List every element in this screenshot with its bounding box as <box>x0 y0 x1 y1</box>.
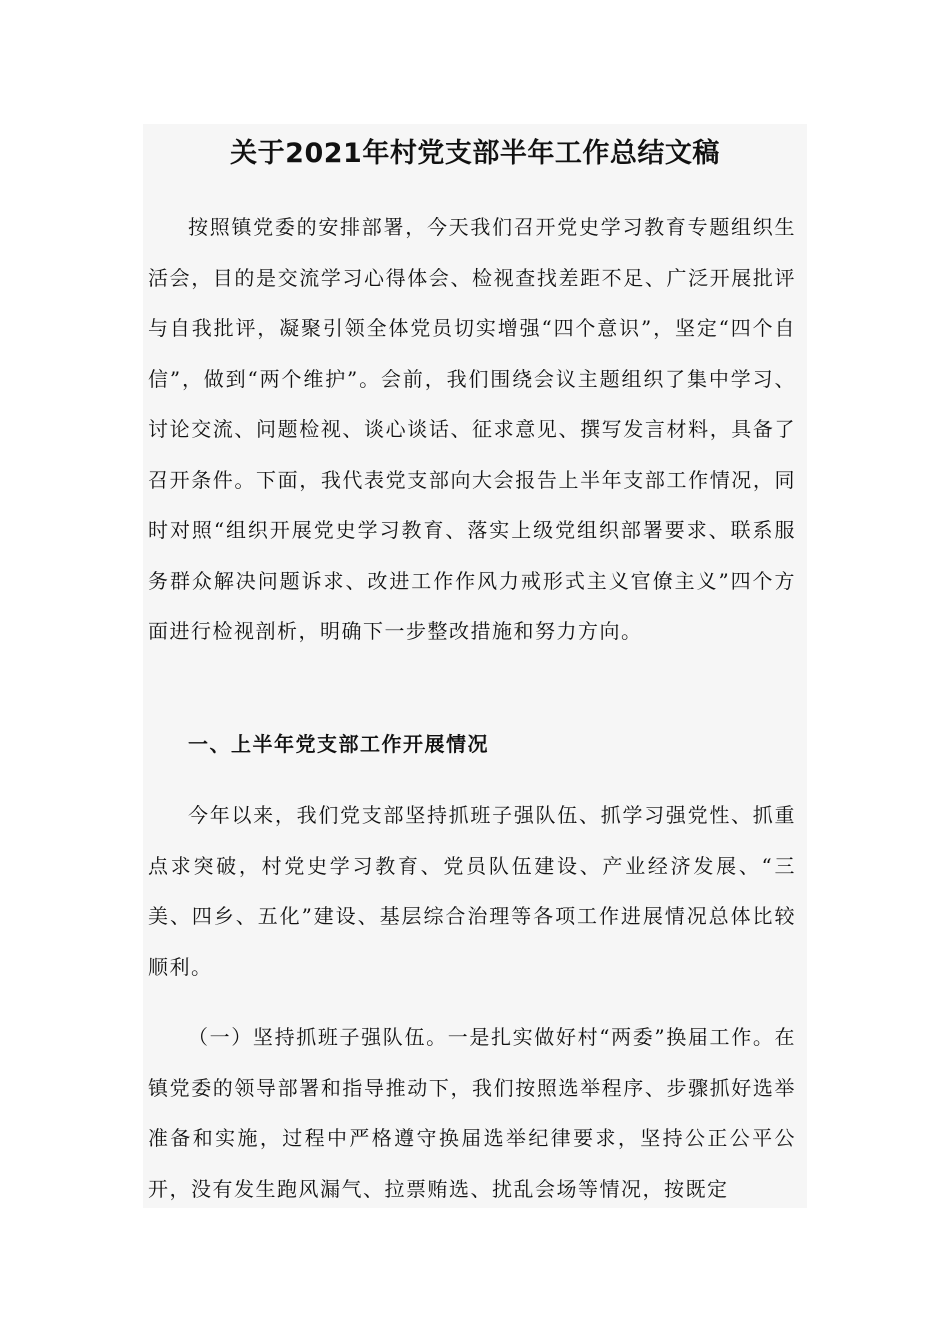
section-body-paragraph: 今年以来，我们党支部坚持抓班子强队伍、抓学习强党性、抓重点求突破，村党史学习教育、党员队伍建设、产业经济发展、“三美、四乡、五化”建设、基层综合治理等各项工作进展情况总体比较顺利。 <box>148 803 796 979</box>
intro-paragraph: 按照镇党委的安排部署，今天我们召开党史学习教育专题组织生活会，目的是交流学习心得体会、检视查找差距不足、广泛开展批评与自我批评，凝聚引领全体党员切实增强“四个意识”，坚定“四个自信”，做到“两个维护”。会前，我们围绕会议主题组织了集中学习、讨论交流、问题检视、谈心谈话、征求意见、撰写发言材料，具备了召开条件。下面，我代表党支部向大会报告上半年支部工作情况，同时对照“组织开展党史学习教育、落实上级党组织部署要求、联系服务群众解决问题诉求、改进工作作风力戒形式主义官僚主义”四个方面进行检视剖析，明确下一步整改措施和努力方向。 <box>148 215 796 643</box>
document-title: 关于2021年村党支部半年工作总结文稿 <box>230 138 720 169</box>
section-heading: 一、上半年党支部工作开展情况 <box>188 732 489 756</box>
document-page <box>143 124 807 1208</box>
subsection-paragraph: （一）坚持抓班子强队伍。一是扎实做好村“两委”换届工作。在镇党委的领导部署和指导推动下，我们按照选举程序、步骤抓好选举准备和实施，过程中严格遵守换届选举纪律要求，坚持公正公平公开，没有发生跑风漏气、拉票贿选、扰乱会场等情况，按既定 <box>148 1025 796 1201</box>
